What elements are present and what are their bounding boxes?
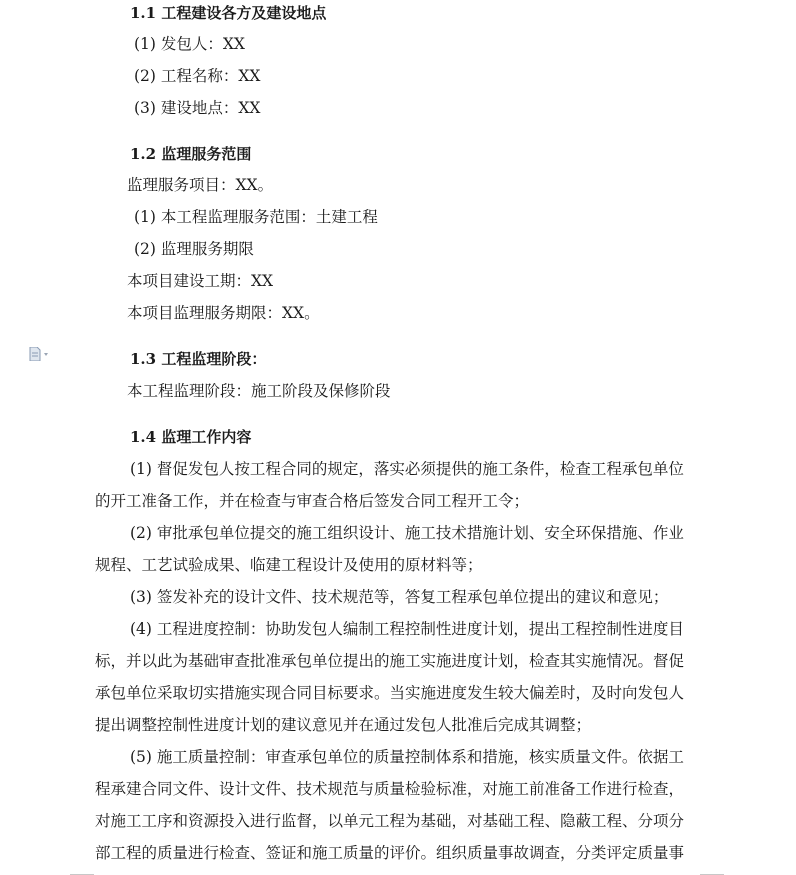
paragraph-line: 部工程的质量进行检查、签证和施工质量的评价。组织质量事故调查，分类评定质量事 xyxy=(95,844,685,862)
section-heading: 1.3 工程监理阶段： xyxy=(130,350,267,368)
paragraph-line: 提出调整控制性进度计划的建议意见并在通过发包人批准后完成其调整； xyxy=(95,716,592,734)
paragraph-line: 监理服务项目：XX。 xyxy=(127,176,274,194)
paragraph-line: (2) 审批承包单位提交的施工组织设计、施工技术措施计划、安全环保措施、作业 xyxy=(130,524,684,542)
paragraph-line: (1) 发包人：XX xyxy=(134,35,245,53)
paragraph-line: (3) 签发补充的设计文件、技术规范等，答复工程承包单位提出的建议和意见； xyxy=(130,588,669,606)
paragraph-line: (3) 建设地点：XX xyxy=(134,99,261,117)
paragraph-line: 本工程监理阶段：施工阶段及保修阶段 xyxy=(127,382,391,400)
document-icon-svg xyxy=(29,347,51,361)
paragraph-line: (1) 本工程监理服务范围：土建工程 xyxy=(134,208,378,226)
paragraph-line: (2) 工程名称：XX xyxy=(134,67,261,85)
paragraph-line: 本项目监理服务期限：XX。 xyxy=(127,304,320,322)
paragraph-line: 标，并以此为基础审查批准承包单位提出的施工实施进度计划，检查其实施情况。督促 xyxy=(95,652,685,670)
paragraph-line: (4) 工程进度控制：协助发包人编制工程控制性进度计划，提出工程控制性进度目 xyxy=(130,620,684,638)
paragraph-line: 程承建合同文件、设计文件、技术规范与质量检验标准，对施工前准备工作进行检查， xyxy=(95,780,685,798)
paragraph-line: 本项目建设工期：XX xyxy=(127,272,274,290)
paragraph-line: 承包单位采取切实措施实现合同目标要求。当实施进度发生较大偏差时，及时向发包人 xyxy=(95,684,685,702)
paragraph-line: (2) 监理服务期限 xyxy=(134,240,254,258)
paragraph-line: (1) 督促发包人按工程合同的规定，落实必须提供的施工条件，检查工程承包单位 xyxy=(130,460,684,478)
section-heading: 1.2 监理服务范围 xyxy=(130,145,252,163)
section-heading: 1.4 监理工作内容 xyxy=(130,428,252,446)
paragraph-line: 的开工准备工作，并在检查与审查合格后签发合同工程开工令； xyxy=(95,492,530,510)
document-options-icon[interactable] xyxy=(29,346,51,360)
paragraph-line: (5) 施工质量控制：审查承包单位的质量控制体系和措施，核实质量文件。依据工 xyxy=(130,748,684,766)
paragraph-line: 对施工工序和资源投入进行监督，以单元工程为基础，对基础工程、隐蔽工程、分项分 xyxy=(95,812,685,830)
paragraph-line: 规程、工艺试验成果、临建工程设计及使用的原材料等； xyxy=(95,556,483,574)
section-heading: 1.1 工程建设各方及建设地点 xyxy=(130,4,327,22)
